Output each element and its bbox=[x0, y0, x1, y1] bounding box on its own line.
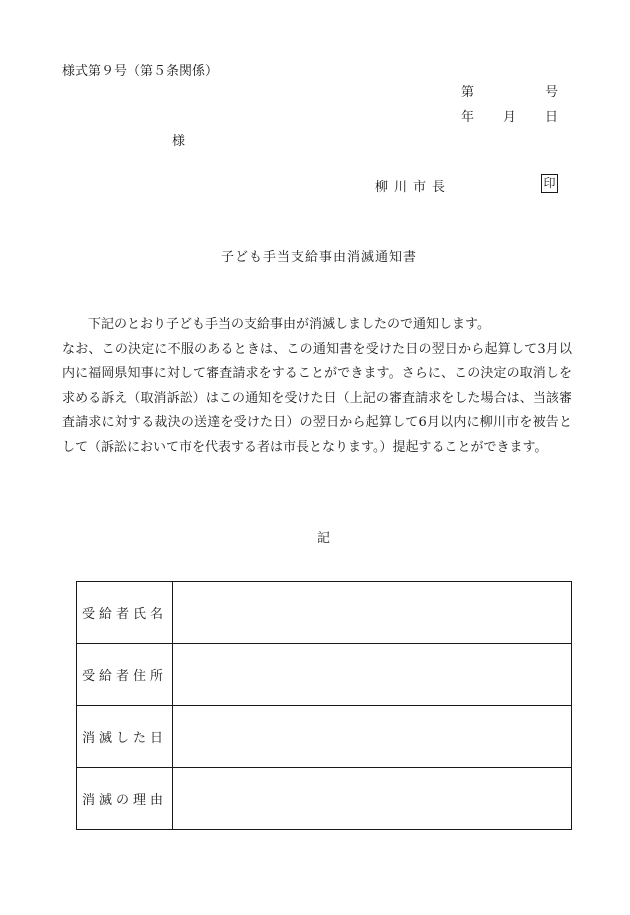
recipient-honorific: 様 bbox=[172, 134, 186, 149]
document-number-suffix: 号 bbox=[545, 85, 559, 100]
notice-body bbox=[62, 313, 572, 460]
document-title: 子ども手当支給事由消滅通知書 bbox=[221, 250, 418, 265]
row-value-termination-date[interactable] bbox=[173, 706, 572, 768]
table-row bbox=[77, 706, 572, 768]
table-row bbox=[77, 582, 572, 644]
notice-paragraph-1: 下記のとおり子ども手当の支給事由が消滅しましたので通知します。 bbox=[88, 317, 490, 332]
issuer-name: 柳川市長 bbox=[375, 180, 452, 195]
table-row bbox=[77, 768, 572, 830]
row-value-termination-reason[interactable] bbox=[173, 768, 572, 830]
details-table bbox=[76, 581, 572, 830]
notice-paragraph-2: なお、この決定に不服のあるときは、この通知書を受けた日の翌日から起算して3月以内に福岡県知事に対して審査請求をすることができます。さらに、この決定の取消しを求める訴え（取消訴訟）はこの通知を受けた日（上記の審査請求をした場合は、当該審査請求に対する裁決の送達を受けた日）の翌日から起算して6月以内に柳川市を被告として（訴訟において市を代表する者は市長となります。）提起することができます。 bbox=[62, 341, 572, 455]
date-year-label: 年 bbox=[461, 110, 475, 125]
ki-heading: 記 bbox=[317, 531, 331, 546]
row-label-recipient-name: 受給者氏名 bbox=[77, 582, 173, 644]
seal-box: 印 bbox=[541, 174, 558, 193]
row-value-recipient-address[interactable] bbox=[173, 644, 572, 706]
table-row bbox=[77, 644, 572, 706]
row-label-recipient-address: 受給者住所 bbox=[77, 644, 173, 706]
document-number-prefix: 第 bbox=[461, 85, 475, 100]
row-value-recipient-name[interactable] bbox=[173, 582, 572, 644]
row-label-termination-date: 消滅した日 bbox=[77, 706, 173, 768]
row-label-termination-reason: 消滅の理由 bbox=[77, 768, 173, 830]
date-month-label: 月 bbox=[503, 110, 517, 125]
date-day-label: 日 bbox=[545, 110, 559, 125]
form-number: 様式第９号（第５条関係） bbox=[62, 64, 219, 79]
